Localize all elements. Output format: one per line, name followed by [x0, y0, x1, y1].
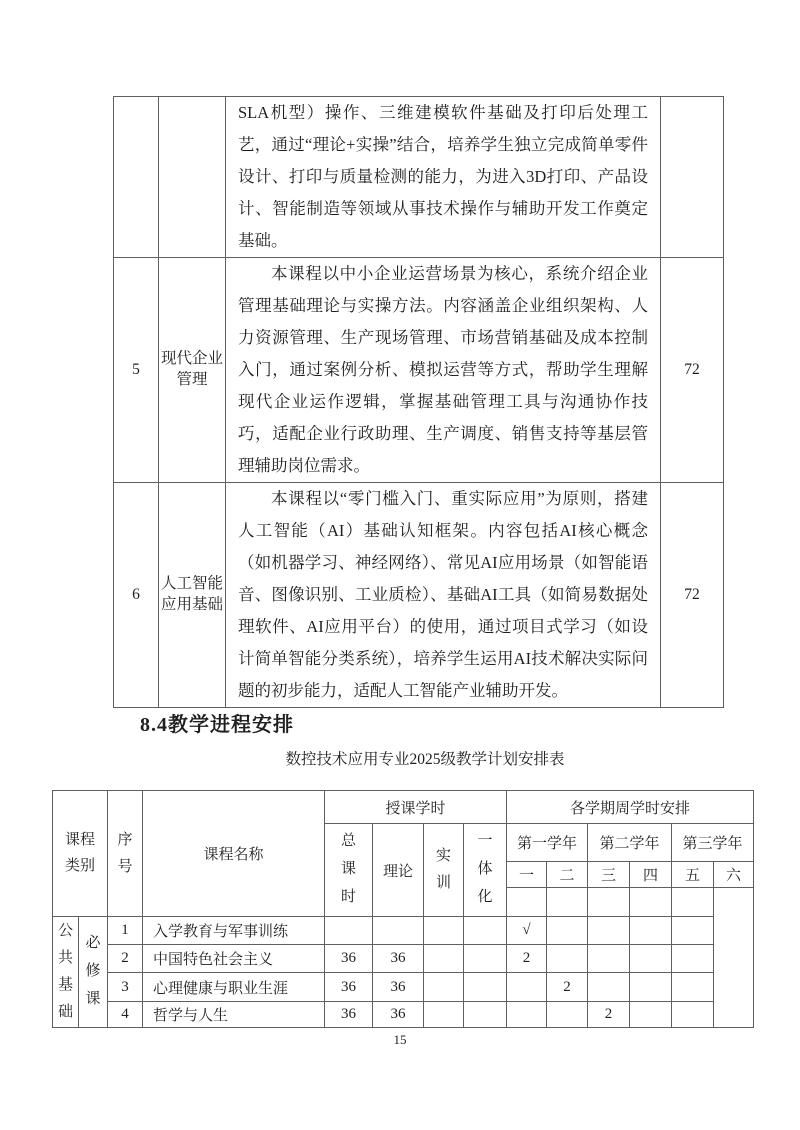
theory-cell: 36 — [373, 973, 424, 1002]
course-description-cell: 本课程以“零门槛入门、重实际应用”为原则，搭建人工智能（AI）基础认知框架。内容包括AI核心概念（如机器学习、神经网络）、常见AI应用场景（如智能语音、图像识别、工业质检）、基础AI工具（如简易数据处理软件、AI应用平台）的使用，通过项目式学习（如设计简单智能分类系统），培养学生运用AI技术解决实际问题的初步能力，适配人工智能产业辅助开发。 — [226, 483, 661, 708]
header-row-1 — [53, 791, 754, 824]
course-description-table — [113, 96, 724, 708]
header-year1: 第一学年 — [507, 824, 588, 862]
header-practice: 实训 — [424, 824, 464, 917]
course-no-cell: 6 — [114, 483, 159, 708]
semester1-cell — [507, 1002, 547, 1028]
course-description-cell: 本课程以中小企业运营场景为核心，系统介绍企业管理基础理论与实操方法。内容涵盖企业组织架构、人力资源管理、生产现场管理、市场营销基础及成本控制入门，通过案例分析、模拟运营等方式，帮助学生理解现代企业运作逻辑，掌握基础管理工具与沟通协作技巧，适配企业行政助理、生产调度、销售支持等基层管理辅助岗位需求。 — [226, 258, 661, 483]
course-name-cell: 中国特色社会主义 — [143, 945, 325, 973]
header-seq: 序号 — [108, 791, 143, 917]
table-title: 数控技术应用专业2025级教学计划安排表 — [285, 751, 565, 768]
course-no-cell — [114, 97, 159, 258]
semester2-cell — [547, 917, 588, 945]
semester5-cell — [672, 945, 714, 973]
total-hours-cell: 36 — [325, 973, 373, 1002]
integrated-cell — [464, 945, 507, 973]
table-row — [53, 917, 754, 945]
semester5-cell — [672, 917, 714, 945]
total-hours-cell: 36 — [325, 1002, 373, 1028]
header-teaching-hours: 授课学时 — [325, 791, 507, 824]
semester3-cell — [588, 945, 630, 973]
empty-cell — [672, 888, 714, 917]
table-row — [53, 973, 754, 1002]
practice-cell — [424, 945, 464, 973]
total-hours-cell — [325, 917, 373, 945]
theory-cell: 36 — [373, 945, 424, 973]
empty-cell — [630, 888, 672, 917]
semester4-cell — [630, 917, 672, 945]
theory-cell — [373, 917, 424, 945]
header-year2: 第二学年 — [588, 824, 672, 862]
seq-cell: 2 — [108, 945, 143, 973]
header-semester-2: 二 — [547, 862, 588, 888]
course-hours-cell: 72 — [661, 483, 724, 708]
empty-cell — [588, 888, 630, 917]
header-year3: 第三学年 — [672, 824, 754, 862]
total-hours-cell: 36 — [325, 945, 373, 973]
page-number: 15 — [393, 1032, 407, 1047]
course-hours-cell — [661, 97, 724, 258]
course-name-cell: 现代企业管理 — [159, 258, 226, 483]
course-name-cell: 心理健康与职业生涯 — [143, 973, 325, 1002]
course-description-cell: SLA机型）操作、三维建模软件基础及打印后处理工艺，通过“理论+实操”结合，培养学生独立完成简单零件设计、打印与质量检测的能力，为进入3D打印、产品设计、智能制造等领域从事技术操作与辅助开发工作奠定基础。 — [226, 97, 661, 258]
category-sub-cell: 必修课 — [79, 917, 108, 1028]
course-name-cell: 人工智能应用基础 — [159, 483, 226, 708]
table-row — [53, 945, 754, 973]
header-total-hours: 总课时 — [325, 824, 373, 917]
header-semester-4: 四 — [630, 862, 672, 888]
header-course-name: 课程名称 — [143, 791, 325, 917]
theory-cell: 36 — [373, 1002, 424, 1028]
semester3-cell — [588, 917, 630, 945]
semester1-cell: √ — [507, 917, 547, 945]
teaching-plan-table — [52, 790, 754, 1028]
semester1-cell: 2 — [507, 945, 547, 973]
category-main-cell: 公共基础 — [53, 917, 79, 1028]
practice-cell — [424, 973, 464, 1002]
integrated-cell — [464, 973, 507, 1002]
practice-cell — [424, 1002, 464, 1028]
header-semester-6: 六 — [714, 862, 754, 888]
semester4-cell — [630, 945, 672, 973]
integrated-cell — [464, 917, 507, 945]
header-semester-1: 一 — [507, 862, 547, 888]
semester1-cell — [507, 973, 547, 1002]
semester5-cell — [672, 1002, 714, 1028]
section-heading: 8.4教学进程安排 — [140, 714, 294, 736]
empty-semester6-column-cell — [714, 888, 754, 1028]
seq-cell: 1 — [108, 917, 143, 945]
integrated-cell — [464, 1002, 507, 1028]
course-name-cell — [159, 97, 226, 258]
header-theory: 理论 — [373, 824, 424, 917]
semester2-cell: 2 — [547, 973, 588, 1002]
empty-cell — [507, 888, 547, 917]
table-row-continued — [114, 97, 724, 258]
semester3-cell: 2 — [588, 1002, 630, 1028]
course-name-cell: 入学教育与军事训练 — [143, 917, 325, 945]
practice-cell — [424, 917, 464, 945]
header-semester-5: 五 — [672, 862, 714, 888]
table-row — [53, 1002, 754, 1028]
table-row-5 — [114, 258, 724, 483]
table-row-6 — [114, 483, 724, 708]
semester2-cell — [547, 1002, 588, 1028]
course-no-cell: 5 — [114, 258, 159, 483]
semester3-cell — [588, 973, 630, 1002]
header-weekly-hours: 各学期周学时安排 — [507, 791, 754, 824]
seq-cell: 3 — [108, 973, 143, 1002]
header-semester-3: 三 — [588, 862, 630, 888]
header-integrated: 一体化 — [464, 824, 507, 917]
empty-cell — [547, 888, 588, 917]
course-hours-cell: 72 — [661, 258, 724, 483]
semester4-cell — [630, 1002, 672, 1028]
header-category: 课程类别 — [53, 791, 108, 917]
semester2-cell — [547, 945, 588, 973]
seq-cell: 4 — [108, 1002, 143, 1028]
course-name-cell: 哲学与人生 — [143, 1002, 325, 1028]
semester4-cell — [630, 973, 672, 1002]
semester5-cell — [672, 973, 714, 1002]
